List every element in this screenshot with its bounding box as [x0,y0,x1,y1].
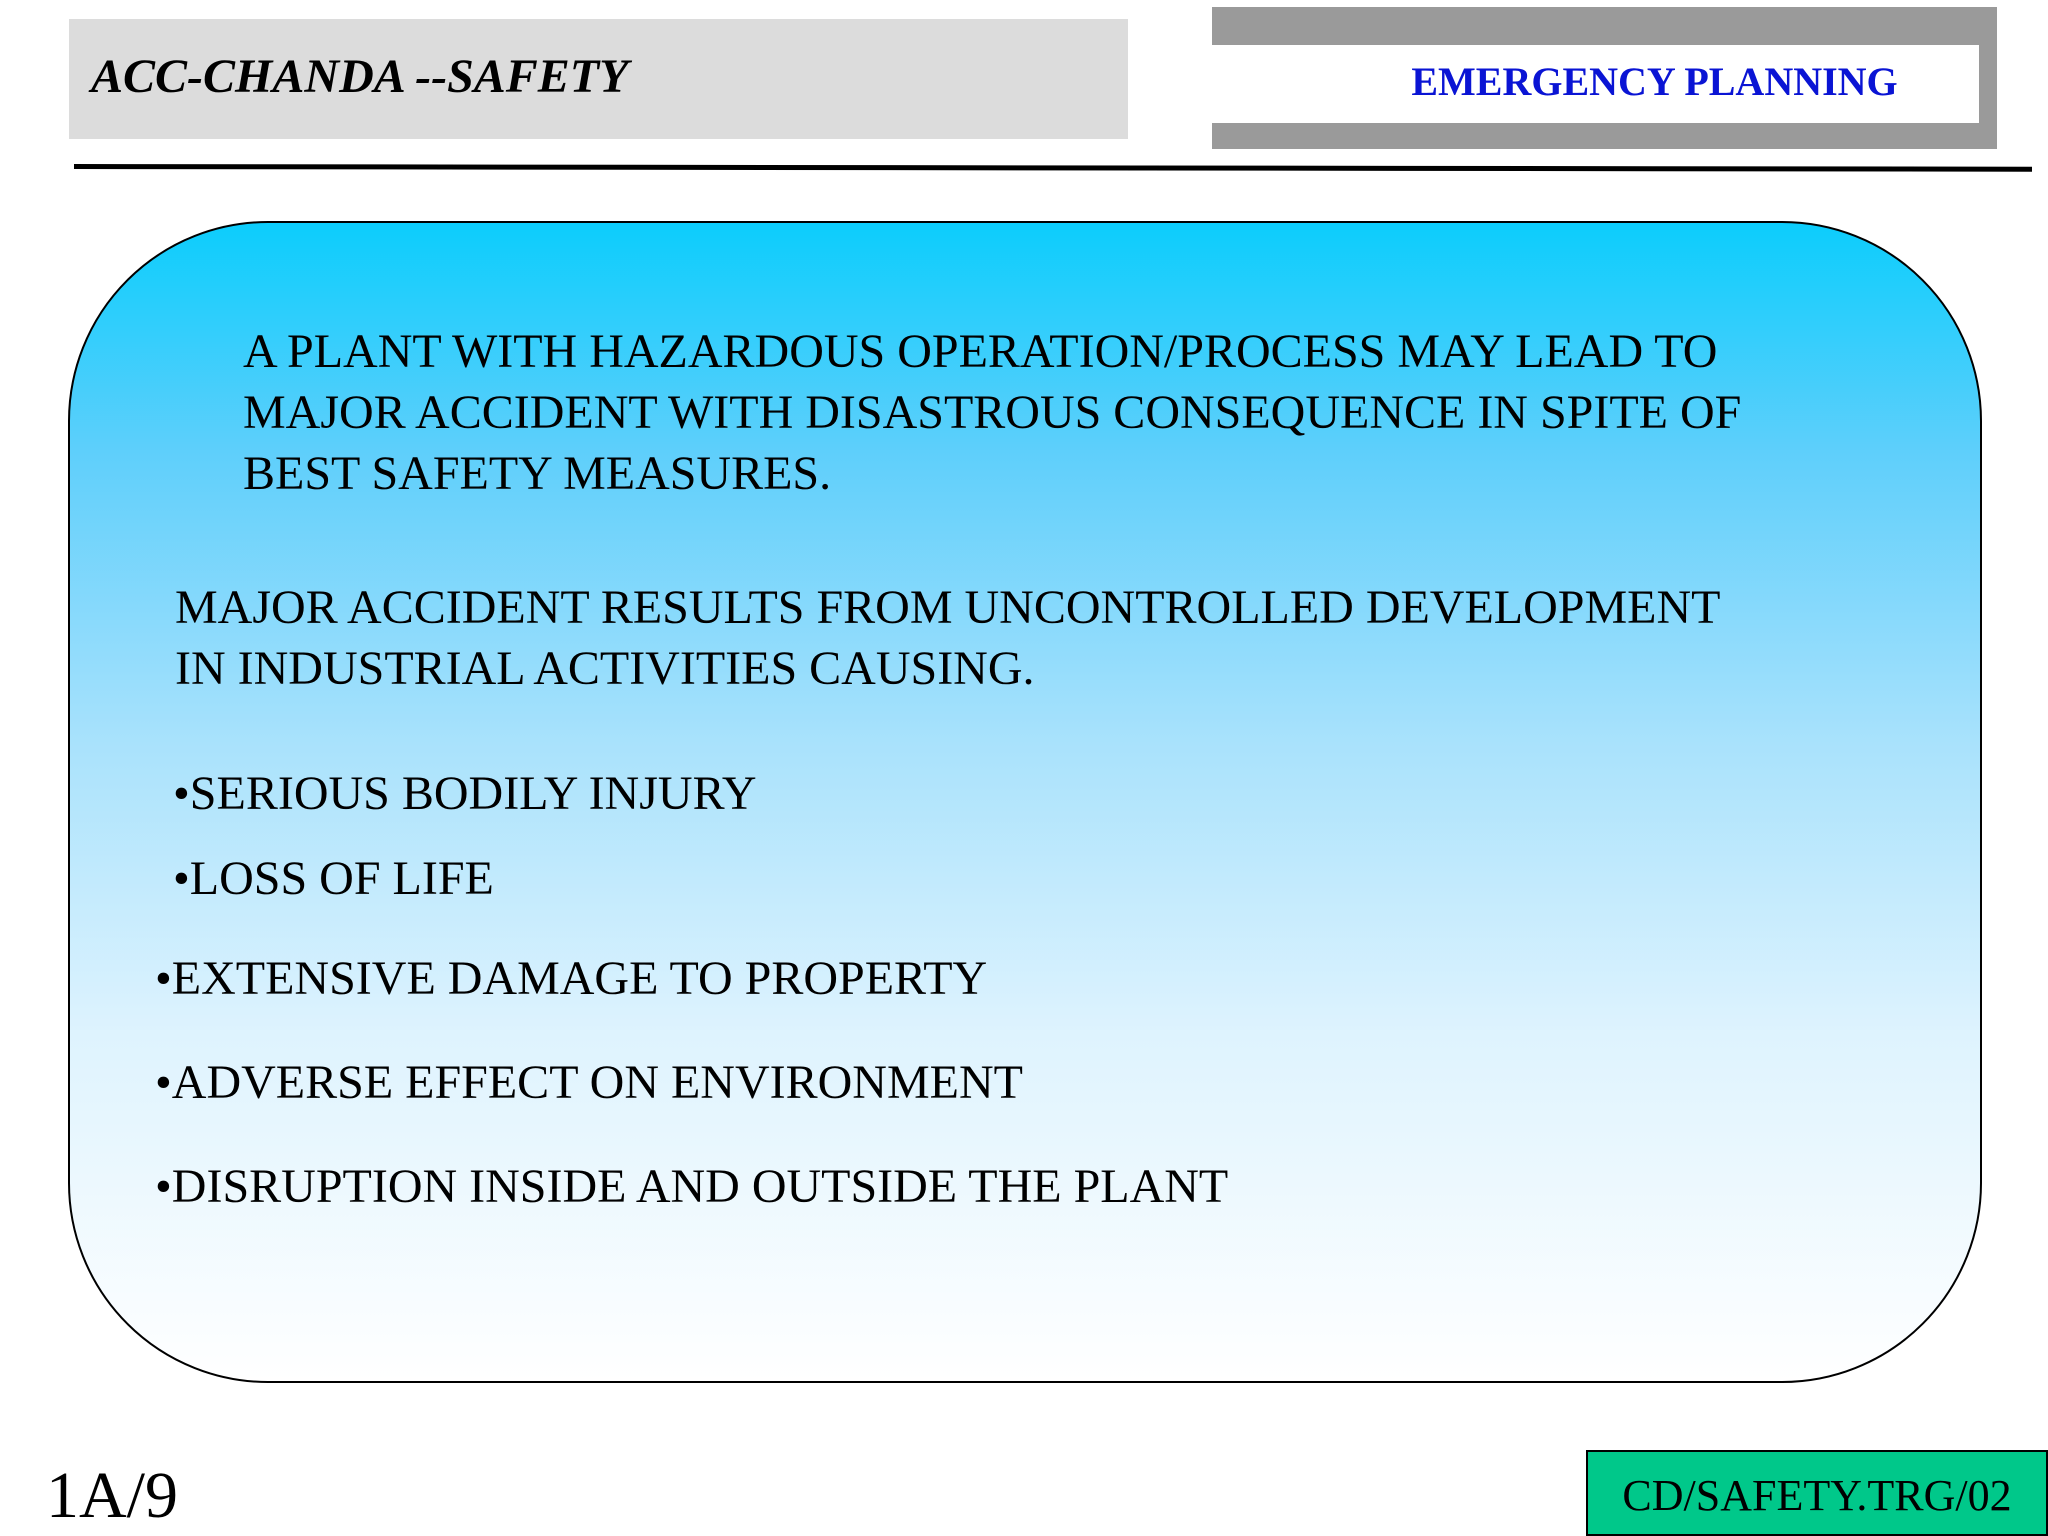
header-divider [74,164,2032,172]
bullet-disruption: •DISRUPTION INSIDE AND OUTSIDE THE PLANT [155,1160,1229,1213]
bullet-extensive-damage: •EXTENSIVE DAMAGE TO PROPERTY [155,952,988,1005]
paragraph2-line1: MAJOR ACCIDENT RESULTS FROM UNCONTROLLED DEVELOPMENT [175,581,1721,634]
page-number: 1A/9 [46,1459,178,1532]
bullet-loss-of-life: •LOSS OF LIFE [173,852,494,905]
paragraph1-line3: BEST SAFETY MEASURES. [243,447,832,500]
header-left-title: ACC-CHANDA --SAFETY [91,49,629,103]
paragraph1-line1: A PLANT WITH HAZARDOUS OPERATION/PROCESS MAY LEAD TO [243,325,1718,378]
header-right-title: EMERGENCY PLANNING [1411,58,1898,104]
bullet-serious-bodily-injury: •SERIOUS BODILY INJURY [173,767,757,820]
document-code: CD/SAFETY.TRG/02 [1622,1470,2012,1520]
bullet-adverse-effect: •ADVERSE EFFECT ON ENVIRONMENT [155,1056,1023,1109]
paragraph2-line2: IN INDUSTRIAL ACTIVITIES CAUSING. [175,642,1035,695]
document-code-badge [1586,1450,2048,1536]
header-right-box [1212,45,1979,123]
paragraph1-line2: MAJOR ACCIDENT WITH DISASTROUS CONSEQUENCE IN SPITE OF [243,386,1742,439]
header-left-box [69,19,1128,139]
